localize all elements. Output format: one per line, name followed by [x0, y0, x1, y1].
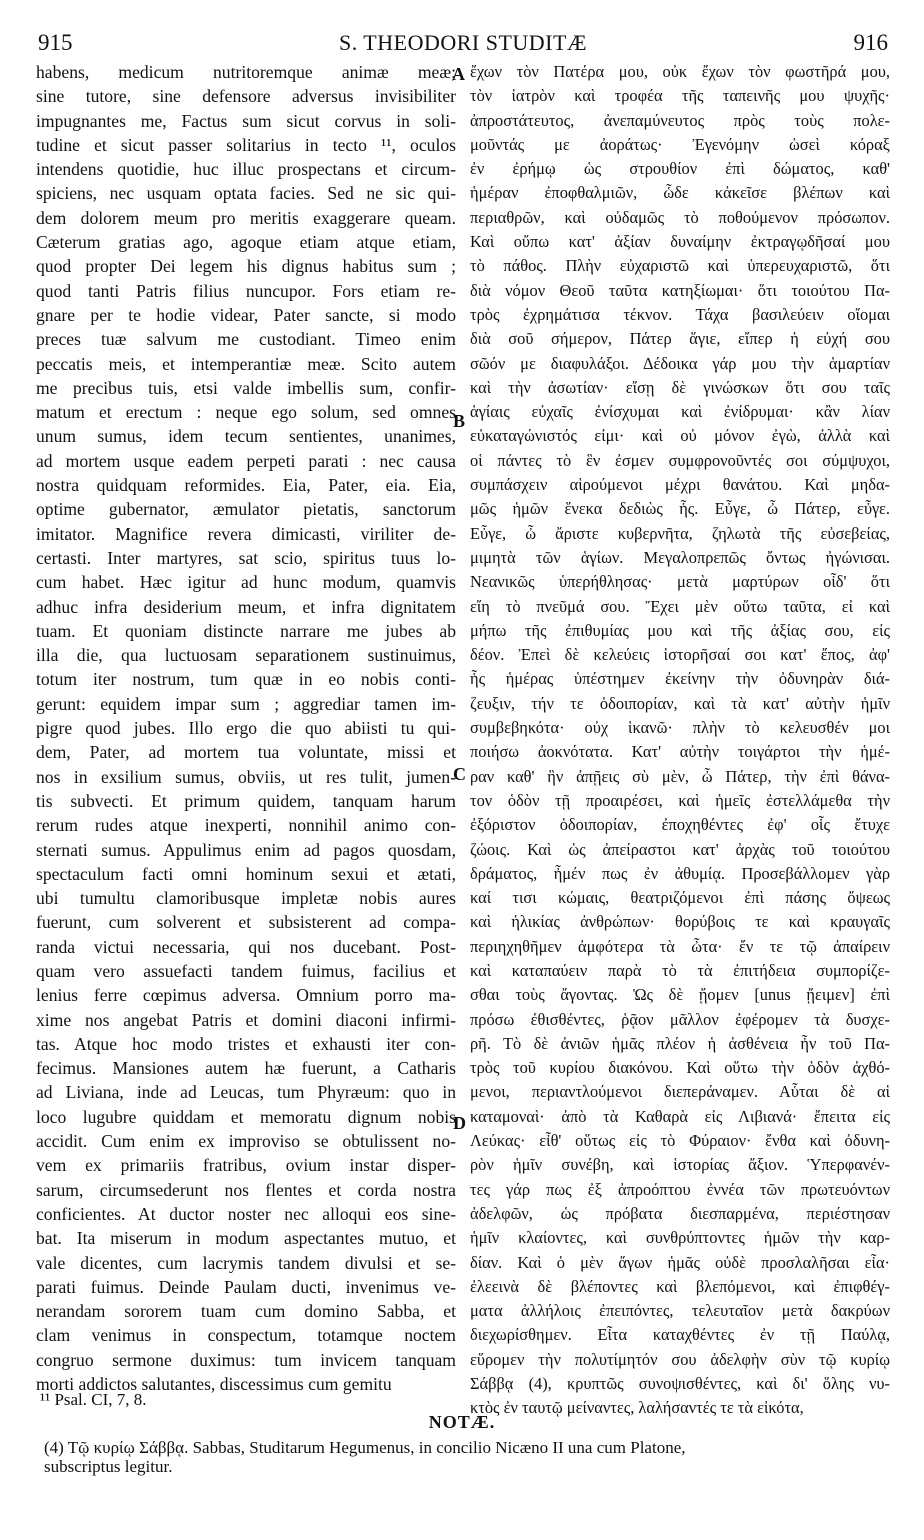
- latin-text-line: ubi tumultu clamoribusque impletæ nobis aures: [36, 888, 456, 909]
- greek-text-line: εἴη τὸ πνεῦμά σου. Ἔχει μὲν οὕτω ταῦτα, εἰ καὶ: [470, 596, 890, 616]
- greek-text-line: κτὸς ἐν ταυτῷ μείναντες, λαλήσαντές τε τὰ εἰκότα,: [470, 1398, 804, 1418]
- greek-text-line: διεχωρίσθημεν. Εἶτα καταχθέντες ἐν τῇ Παύλᾳ,: [470, 1325, 890, 1345]
- greek-text-line: δίαν. Καὶ ὁ μὲν ἄγων ἡμᾶς οὐδὲ προσλαλῆσαι εἶα·: [470, 1252, 890, 1272]
- margin-marker-a: A: [452, 64, 465, 84]
- latin-text-line: cum habet. Hæc igitur ad hunc modum, quamvis: [36, 572, 456, 593]
- latin-text-line: conficientes. At ductor noster nec alloqui eos sine-: [36, 1203, 456, 1224]
- latin-text-line: ad mortem usque eadem perpeti parati : nec causa: [36, 450, 456, 471]
- greek-text-line: καταμοναὶ· ἀπὸ τὰ Καθαρὰ εἰς Λιβιανά· ἔπειτα εἰς: [470, 1106, 890, 1126]
- greek-text-line: ζώοις. Καὶ ὡς ἀπείραστοι κατ' ἀρχὰς τοῦ τοιούτου: [470, 839, 890, 859]
- latin-text-line: accidit. Cum enim ex improviso se obtulissent no-: [36, 1131, 456, 1152]
- latin-column: [36, 60, 456, 1396]
- greek-text-line: ρῆ. Τὸ δὲ ἀνιῶν ἡμᾶς πλέον ἡ ἀσθένεια ἦν τοῦ Πα-: [470, 1033, 890, 1053]
- latin-text-line: vale dicentes, cum lacrymis tandem divulsi et se-: [36, 1252, 456, 1273]
- margin-marker-c: C: [453, 764, 466, 784]
- greek-text-line: περιαθρῶν, καὶ οὐδαμῶς τὸ ποθούμενον πρόσωπον.: [470, 207, 890, 227]
- greek-text-line: καὶ τὴν ἀσωτίαν· εἴσῃ δὲ γινώσκων ὅτι σου ταῖς: [470, 377, 890, 397]
- latin-text-line: adhuc infra desiderium meum, et infra dignitatem: [36, 596, 456, 617]
- greek-text-line: διὰ νόμον Θεοῦ ταῦτα κατηξίωμαι· ὅτι τοιούτου Πα-: [470, 280, 890, 300]
- greek-text-line: σῶόν με διαφυλάξοι. Δέδοικα γάρ μου τὴν ἁμαρτίαν: [470, 353, 890, 373]
- greek-text-line: ἧς ἡμέρας ὑπέστημεν ἐκείνην τὴν ὀδυνηρὰν διά-: [470, 669, 890, 689]
- latin-text-line: quam vero assuefacti tandem fuimus, facilius et: [36, 960, 456, 981]
- greek-text-line: διὰ σοῦ σήμερον, Πάτερ ἅγιε, εἴπερ ἡ εὐχή σου: [470, 329, 890, 349]
- greek-text-line: μοῦντάς με ἀοράτως· Ἐγενόμην ὡσεὶ κόραξ: [470, 134, 890, 154]
- greek-text-line: ραν καθ' ἣν ἀπῇεις σὺ μὲν, ὦ Πάτερ, τὴν ἐπὶ θάνα-: [470, 766, 890, 786]
- latin-text-line: lenius ferre cœpimus adversa. Omnium porro ma-: [36, 985, 456, 1006]
- greek-text-line: μενοι, περιαντλούμενοι διεπεράναμεν. Αὗται δὲ αἱ: [470, 1082, 890, 1102]
- latin-text-line: habens, medicum nutritoremque animæ meæ;: [36, 62, 456, 82]
- greek-text-line: ἔχων τὸν Πατέρα μου, οὐκ ἔχων τὸν φωστῆρά μου,: [470, 62, 890, 81]
- greek-text-line: Λεύκας· εἶθ' οὕτως εἰς τὸ Φύραιον· ἔνθα καὶ ὀδυνη-: [470, 1131, 890, 1151]
- greek-text-line: σθαι τοὺς ἄγοντας. Ὡς δὲ ᾔομεν [unus ᾔειμεν] ἐπὶ: [470, 985, 890, 1005]
- greek-text-line: μιμητὰ τῶν ἁγίων. Μεγαλοπρεπῶς ὄντως ἠγώνισαι.: [470, 547, 890, 567]
- greek-text-line: τον ὁδὸν τῇ προαιρέσει, καὶ ἡμεῖς ἐστελλάμεθα τὴν: [470, 790, 890, 810]
- latin-text-line: bat. Ita miserum in modum aspectantes mutuo, et: [36, 1228, 456, 1249]
- greek-text-line: δράματος, ἦμέν πως ἐν ἀθυμίᾳ. Προσεβάλλομεν γὰρ: [470, 863, 890, 883]
- latin-text-line: nostra quidquam reformides. Eia, Pater, eia. Eia,: [36, 475, 456, 496]
- greek-text-line: περιηχηθῆμεν ἀμφότερα τὰ ὦτα· ἔν τε τῷ ἀπαίρειν: [470, 936, 890, 956]
- greek-text-line: Καὶ οὔπω κατ' ἀξίαν δυναίμην ἐκτραγῳδῆσαί μου: [470, 232, 890, 252]
- latin-text-line: clam venimus in conspectum, totamque noctem: [36, 1325, 456, 1346]
- greek-text-line: ἐν ἐρήμῳ ὡς στρουθίον ἐπὶ δώματος, καθ': [470, 159, 890, 179]
- latin-text-line: dem, Pater, ad mortem tua voluntate, missi et: [36, 742, 456, 763]
- latin-text-line: ad Liviana, inde ad Leucas, tum Phyræum: quo in: [36, 1082, 456, 1103]
- latin-text-line: totum iter nostrum, tum quæ in eo nobis conti-: [36, 669, 456, 690]
- greek-text-line: τὸ πάθος. Πλὴν εὐχαριστῶ καὶ ὑπερευχαριστῶ, ὅτι: [470, 256, 890, 276]
- greek-column: [470, 60, 890, 1421]
- latin-text-line: vem ex primariis fratribus, ovium instar disper-: [36, 1155, 456, 1176]
- greek-text-line: ματα ἀλλήλοις ἐπειπόντες, τελευταῖον μετὰ δακρύων: [470, 1301, 890, 1321]
- footnote: ¹¹ Psal. CI, 7, 8.: [40, 1390, 147, 1409]
- greek-text-line: καὶ καταπαύειν παρὰ τὸ τὰ ἐπιτήδεια συμπορίζε-: [470, 960, 890, 980]
- latin-text-line: tas. Atque hoc modo tristes et exhausti iter con-: [36, 1033, 456, 1054]
- greek-text-line: ἡμῖν κλαίοντες, καὶ συνθρύπτοντες ἡμῶν τὴν καρ-: [470, 1228, 890, 1248]
- latin-text-line: me precibus tuis, etsi valde imbellis sum, confir-: [36, 377, 456, 398]
- latin-text-line: gnare per te hodie videar, Pater sancte, si modo: [36, 304, 456, 325]
- greek-text-line: καὶ ἡλικίας ἀνθρώπων· θορύβοις τε καὶ κραυγαῖς: [470, 912, 890, 932]
- greek-text-line: ἀδελφῶν, ὡς πρόβατα διεσπαρμένα, περιέστησαν: [470, 1203, 890, 1223]
- latin-text-line: nerandam sororem tuam cum domino Sabba, et: [36, 1301, 456, 1322]
- latin-text-line: optime gubernator, æmulator pietatis, sanctorum: [36, 499, 456, 520]
- greek-text-line: Εὖγε, ὦ ἄριστε κυβερνῆτα, ζηλωτὰ τῆς εὐσεβείας,: [470, 523, 890, 543]
- greek-text-line: καί τισι κώμαις, θεατριζόμενοι ἐπὶ πάσης ὄψεως: [470, 888, 890, 908]
- notes-body: [44, 1438, 894, 1476]
- latin-text-line: tis subvecti. Et primum quidem, tanquam harum: [36, 790, 456, 811]
- note-line: (4) Τῷ κυρίῳ Σάββᾳ. Sabbas, Studitarum Hegumenus, in concilio Nicæno II una cum Platone,: [44, 1438, 686, 1457]
- latin-text-line: pigre quod jubes. Illo ergo die quo abiisti tu qui-: [36, 718, 456, 739]
- latin-text-line: preces tuæ salvum me custodiant. Timeo enim: [36, 329, 456, 350]
- greek-text-line: μῶς ἡμῶν ἕνεκα δεδιὼς ἧς. Εὖγε, ὦ Πάτερ, εὖγε.: [470, 499, 890, 519]
- latin-text-line: fecimus. Mansiones autem hæ fuerunt, a Catharis: [36, 1058, 456, 1079]
- latin-text-line: rerum rudes atque inexperti, nonnihil animo con-: [36, 815, 456, 836]
- latin-text-line: gerunt: equidem impar sum ; aggrediar tamen im-: [36, 693, 456, 714]
- latin-text-line: fuerunt, cum solverent et subsisterent ad compa-: [36, 912, 456, 933]
- running-title: S. THEODORI STUDITÆ: [338, 30, 588, 55]
- greek-text-line: τὸν ἰατρὸν καὶ τροφέα τῆς ταπεινῆς μου ψυχῆς·: [470, 86, 890, 106]
- greek-text-line: ἀπροστάτευτος, ἀνεπαμύνευτος πρὸς τοὺς πολε-: [470, 110, 890, 130]
- greek-text-line: εὐκαταγώνιστός εἰμι· καὶ οὐ μόνον ἐγὼ, ἀλλὰ καὶ: [470, 426, 890, 446]
- greek-text-line: ἐλεεινὰ δὲ βλέποντες καὶ βλεπόμενοι, καὶ ἐπιφθέγ-: [470, 1276, 890, 1296]
- note-line: subscriptus legitur.: [44, 1457, 173, 1476]
- greek-text-line: ἐξόριστον ὁδοιπορίαν, ἐποχηθέντες ἐφ' οἷς ἔτυχε: [470, 815, 890, 835]
- latin-text-line: tudine et sicut passer solitarius in tecto ¹¹, oculos: [36, 134, 456, 155]
- latin-text-line: spiciens, nec usquam optata facies. Sed ne sic qui-: [36, 183, 456, 204]
- greek-text-line: τρὸς τοῦ κυρίου διακόνου. Καὶ οὕτω τὴν ὁδὸν ἀχθό-: [470, 1058, 890, 1078]
- greek-text-line: εὕρομεν τὴν πολυτίμητόν σου ἀδελφὴν σὺν τῷ κυρίῳ: [470, 1349, 890, 1369]
- greek-text-line: ζευξιν, τήν τε ὁδοιπορίαν, καὶ τὰ κατ' αὐτὴν ἡμῖν: [470, 693, 890, 713]
- latin-text-line: Cæterum gratias ago, agoque etiam atque etiam,: [36, 232, 456, 253]
- latin-text-line: quod propter Dei legem his dignus habitus sum ;: [36, 256, 456, 277]
- latin-text-line: imitator. Magnifice revera dimicasti, viriliter de-: [36, 523, 456, 544]
- latin-text-line: morti addictos salutantes, discessimus cum gemitu: [36, 1374, 392, 1395]
- margin-marker-d: D: [453, 1113, 466, 1133]
- latin-text-line: unum sumus, idem tecum sentientes, unanimes,: [36, 426, 456, 447]
- latin-text-line: sarum, circumsederunt nos flentes et corda nostra: [36, 1179, 456, 1200]
- greek-text-line: συμπάσχειν αἱρούμενοι μέχρι θανάτου. Καὶ μηδα-: [470, 475, 890, 495]
- latin-text-line: congruo sermone duximus: tum invicem tanquam: [36, 1349, 456, 1370]
- latin-text-line: loco lugubre quiddam et memoratu dignum nobis: [36, 1106, 456, 1127]
- greek-text-line: ἡμέραν ἐποφθαλμιῶν, ὧδε κἀκεῖσε βλέπων καὶ: [470, 183, 890, 203]
- greek-text-line: Νεανικῶς ὑπερήθλησας· μετὰ μαρτύρων οἶδ' ὅτι: [470, 572, 890, 592]
- latin-text-line: sine tutore, sine defensore adversus invisibiliter: [36, 86, 456, 107]
- latin-text-line: sternati sumus. Appulimus enim ad pagos quosdam,: [36, 839, 456, 860]
- greek-text-line: συμβεβηκότα· οὐχ ἱκανῶ· πλὴν τὸ κελευσθέν μοι: [470, 718, 890, 738]
- greek-text-line: πρόσω ἐθισθέντες, ῥᾷον μᾶλλον ἐφέρομεν τὰ δυσχε-: [470, 1009, 890, 1029]
- latin-text-line: dem dolorem meum pro meritis exaggerare queam.: [36, 207, 456, 228]
- greek-text-line: Σάββᾳ (4), κρυπτῶς συνοψισθέντες, καὶ δι' ὅλης νυ-: [470, 1374, 890, 1394]
- greek-text-line: ἁγίαις εὐχαῖς ἐνίσχυμαι καὶ ἐνίδρυμαι· κἂν λίαν: [470, 402, 890, 422]
- latin-text-line: parati fuimus. Deinde Paulam ducti, invenimus ve-: [36, 1276, 456, 1297]
- latin-text-line: intendens quotidie, huc illuc prospectans et circum-: [36, 159, 456, 180]
- greek-text-line: ρὸν ἡμῖν συνέβη, καὶ ἱστορίας ἄξιον. Ὑπερφανέν-: [470, 1155, 890, 1175]
- latin-text-line: tuam. Et quoniam distincte narrare me jubes ab: [36, 620, 456, 641]
- latin-text-line: nos in exsilium sumus, obviis, ut res tulit, jumen-: [36, 766, 456, 787]
- latin-text-line: peccatis meis, et intemperantiæ meæ. Scito autem: [36, 353, 456, 374]
- latin-text-line: matum et erectum : neque ego solum, sed omnes: [36, 402, 456, 423]
- page-number-right: 916: [853, 30, 888, 55]
- margin-marker-b: B: [453, 411, 466, 431]
- greek-text-line: τες γάρ πως ἐξ ἀπροόπτου ἐννέα τῶν πρωτευόντων: [470, 1179, 890, 1199]
- notes-heading: NOTÆ.: [428, 1412, 496, 1432]
- greek-text-line: τρὸς ἐχρημάτισα τέκνον. Τάχα βασιλεύειν οἴομαι: [470, 304, 890, 324]
- latin-text-line: quod tanti Patris filius nuncupor. Fors etiam re-: [36, 280, 456, 301]
- latin-text-line: xime nos angebat Patris et domini diaconi infirmi-: [36, 1009, 456, 1030]
- greek-text-line: οἱ πάντες τὸ ἓν ἐσμεν συμφρονοῦντές σοι σύμψυχοι,: [470, 450, 890, 470]
- page-header: [38, 26, 888, 56]
- page-number-left: 915: [38, 30, 73, 55]
- latin-text-line: randa victui necessaria, qui nos ducebant. Post-: [36, 936, 456, 957]
- greek-text-line: μήπω τῆς ἐπιθυμίας μου καὶ τῆς ἀξίας σου, εἰς: [470, 620, 890, 640]
- latin-text-line: impugnantes me, Factus sum sicut corvus in soli-: [36, 110, 456, 131]
- greek-text-line: ποιήσω ἀοκνότατα. Κατ' αὐτὴν τοιγάρτοι τὴν ἡμέ-: [470, 742, 890, 762]
- latin-text-line: illa die, qua luctuosam separationem sustinuimus,: [36, 645, 456, 666]
- latin-text-line: certasti. Inter martyres, sat scio, spiritus tuus lo-: [36, 547, 456, 568]
- latin-text-line: spectaculum facti omni hominum sexui et ætati,: [36, 863, 456, 884]
- greek-text-line: δέον. Ἐπεὶ δὲ κελεύεις ἱστορῆσαί σοι κατ' ἔπος, ἀφ': [470, 645, 890, 665]
